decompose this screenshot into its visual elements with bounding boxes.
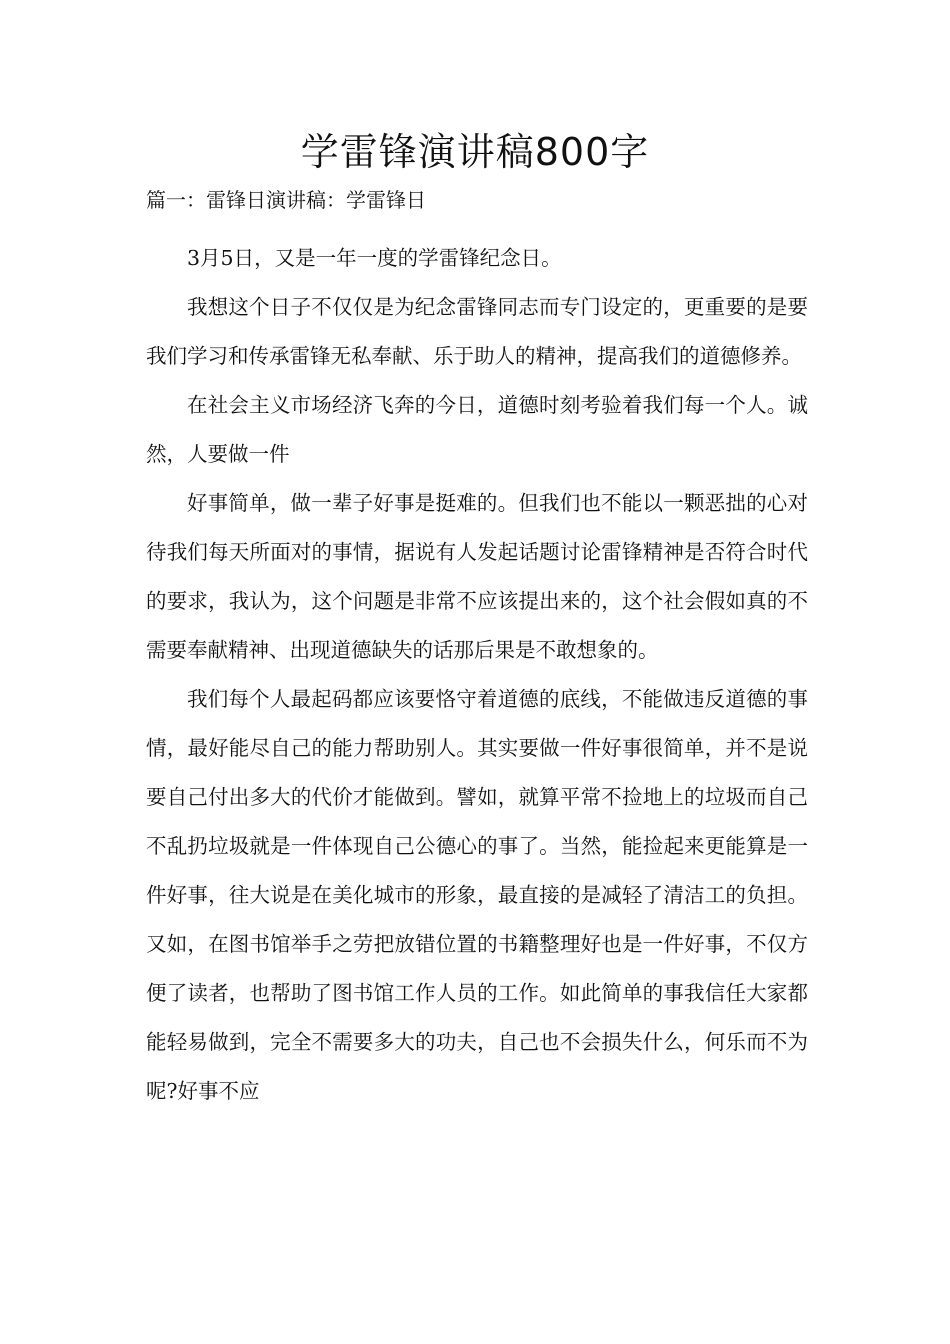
document-body	[146, 234, 808, 1116]
paragraph: 好事简单，做一辈子好事是挺难的。但我们也不能以一颗恶拙的心对待我们每天所面对的事情，据说有人发起话题讨论雷锋精神是否符合时代的要求，我认为，这个问题是非常不应该提出来的，这个社会假如真的不需要奉献精神、出现道德缺失的话那后果是不敢想象的。	[146, 491, 808, 662]
paragraph: 我们每个人最起码都应该要恪守着道德的底线，不能做违反道德的事情，最好能尽自己的能力帮助别人。其实要做一件好事很简单，并不是说要自己付出多大的代价才能做到。譬如，就算平常不捡地上的垃圾而自己不乱扔垃圾就是一件体现自己公德心的事了。当然，能捡起来更能算是一件好事，往大说是在美化城市的形象，最直接的是减轻了清洁工的负担。又如，在图书馆举手之劳把放错位置的书籍整理好也是一件好事，不仅方便了读者，也帮助了图书馆工作人员的工作。如此简单的事我信任大家都能轻易做到，完全不需要多大的功夫，自己也不会损失什么，何乐而不为呢?好事不应	[146, 687, 808, 1103]
paragraph: 在社会主义市场经济飞奔的今日，道德时刻考验着我们每一个人。诚然，人要做一件	[146, 393, 808, 466]
document-subtitle: 篇一：雷锋日演讲稿：学雷锋日	[146, 188, 426, 212]
paragraph: 3月5日，又是一年一度的学雷锋纪念日。	[187, 246, 562, 270]
paragraph: 我想这个日子不仅仅是为纪念雷锋同志而专门设定的，更重要的是要我们学习和传承雷锋无私奉献、乐于助人的精神，提高我们的道德修养。	[146, 295, 808, 368]
document-title: 学雷锋演讲稿800字	[300, 130, 650, 174]
